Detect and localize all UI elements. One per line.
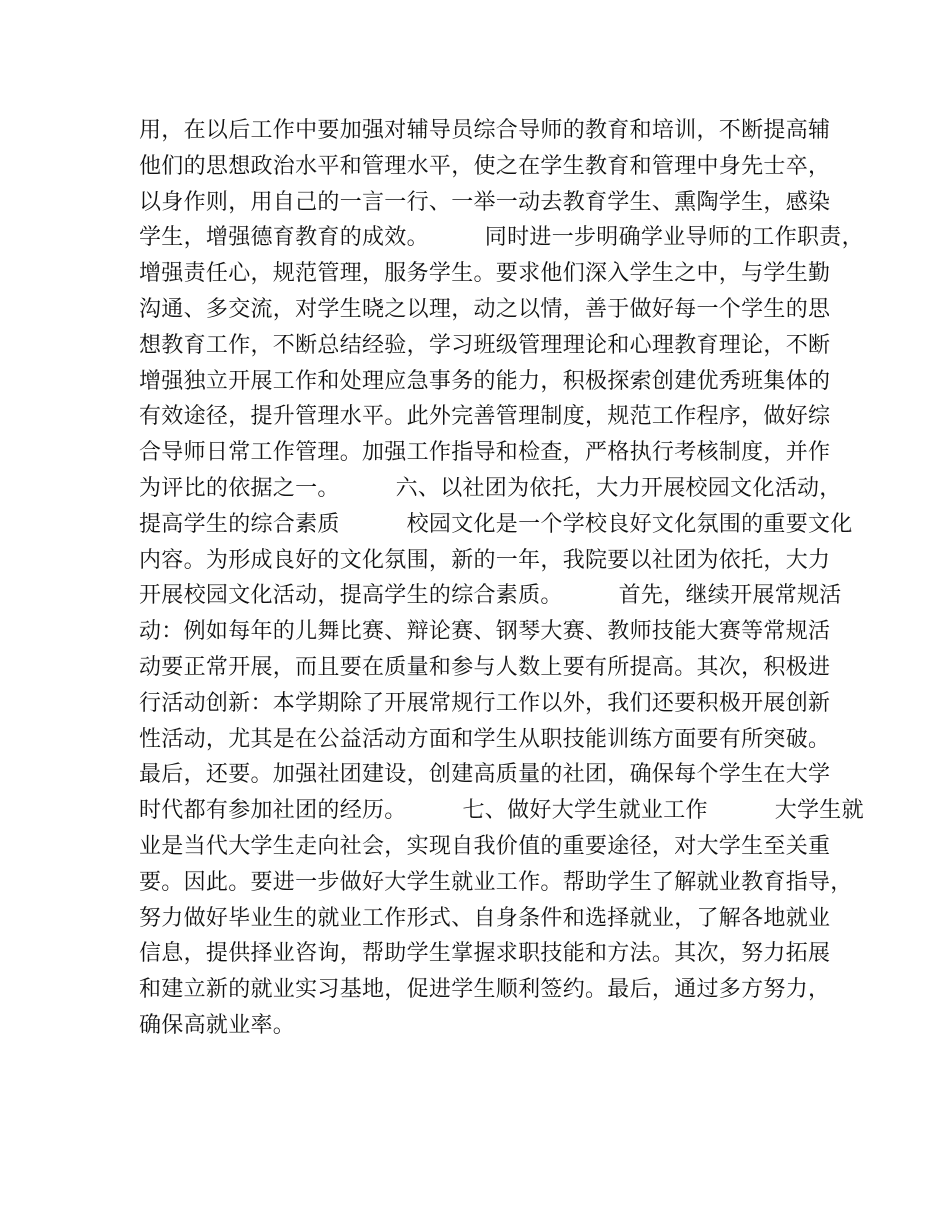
- text-line: 沟通、多交流，对学生晓之以理，动之以情，善于做好每一个学生的思: [139, 296, 831, 322]
- text-line: 增强独立开展工作和处理应急事务的能力，积极探索创建优秀班集体的: [139, 368, 831, 394]
- text-line: 学生，增强德育教育的成效。 同时进一步明确学业导师的工作职责，: [139, 225, 864, 251]
- text-line: 动要正常开展，而且要在质量和参与人数上要有所提高。其次，积极进: [139, 654, 831, 680]
- text-line: 他们的思想政治水平和管理水平，使之在学生教育和管理中身先士卒，: [139, 153, 831, 179]
- text-line: 要。因此。要进一步做好大学生就业工作。帮助学生了解就业教育指导，: [139, 869, 853, 895]
- body-text: [139, 113, 864, 1044]
- text-line: 业是当代大学生走向社会，实现自我价值的重要途径，对大学生至关重: [139, 833, 831, 859]
- text-line: 确保高就业率。: [139, 1012, 296, 1038]
- text-line: 想教育工作，不断总结经验，学习班级管理理论和心理教育理论，不断: [139, 332, 831, 358]
- text-line: 有效途径，提升管理水平。此外完善管理制度，规范工作程序，做好综: [139, 404, 831, 430]
- text-line: 提高学生的综合素质 校园文化是一个学校良好文化氛围的重要文化: [139, 511, 853, 537]
- text-line: 时代都有参加社团的经历。 七、做好大学生就业工作 大学生就: [139, 798, 864, 824]
- text-line: 为评比的依据之一。 六、以社团为依托，大力开展校园文化活动，: [139, 475, 842, 501]
- text-line: 内容。为形成良好的文化氛围，新的一年，我院要以社团为依托，大力: [139, 547, 831, 573]
- text-line: 最后，还要。加强社团建设，创建高质量的社团，确保每个学生在大学: [139, 762, 831, 788]
- text-line: 开展校园文化活动，提高学生的综合素质。 首先，继续开展常规活: [139, 583, 842, 609]
- text-line: 行活动创新：本学期除了开展常规行工作以外，我们还要积极开展创新: [139, 690, 831, 716]
- text-line: 合导师日常工作管理。加强工作指导和检查，严格执行考核制度，并作: [139, 440, 831, 466]
- text-line: 增强责任心，规范管理，服务学生。要求他们深入学生之中，与学生勤: [139, 261, 831, 287]
- text-line: 动：例如每年的儿舞比赛、辩论赛、钢琴大赛、教师技能大赛等常规活: [139, 619, 831, 645]
- text-line: 用，在以后工作中要加强对辅导员综合导师的教育和培训，不断提高辅: [139, 118, 831, 143]
- text-line: 和建立新的就业实习基地，促进学生顺利签约。最后，通过多方努力，: [139, 977, 831, 1003]
- text-line: 以身作则，用自己的一言一行、一举一动去教育学生、熏陶学生，感染: [139, 189, 831, 215]
- text-line: 性活动，尤其是在公益活动方面和学生从职技能训练方面要有所突破。: [139, 726, 831, 752]
- text-line: 努力做好毕业生的就业工作形式、自身条件和选择就业，了解各地就业: [139, 905, 831, 931]
- text-line: 信息，提供择业咨询，帮助学生掌握求职技能和方法。其次，努力拓展: [139, 941, 831, 967]
